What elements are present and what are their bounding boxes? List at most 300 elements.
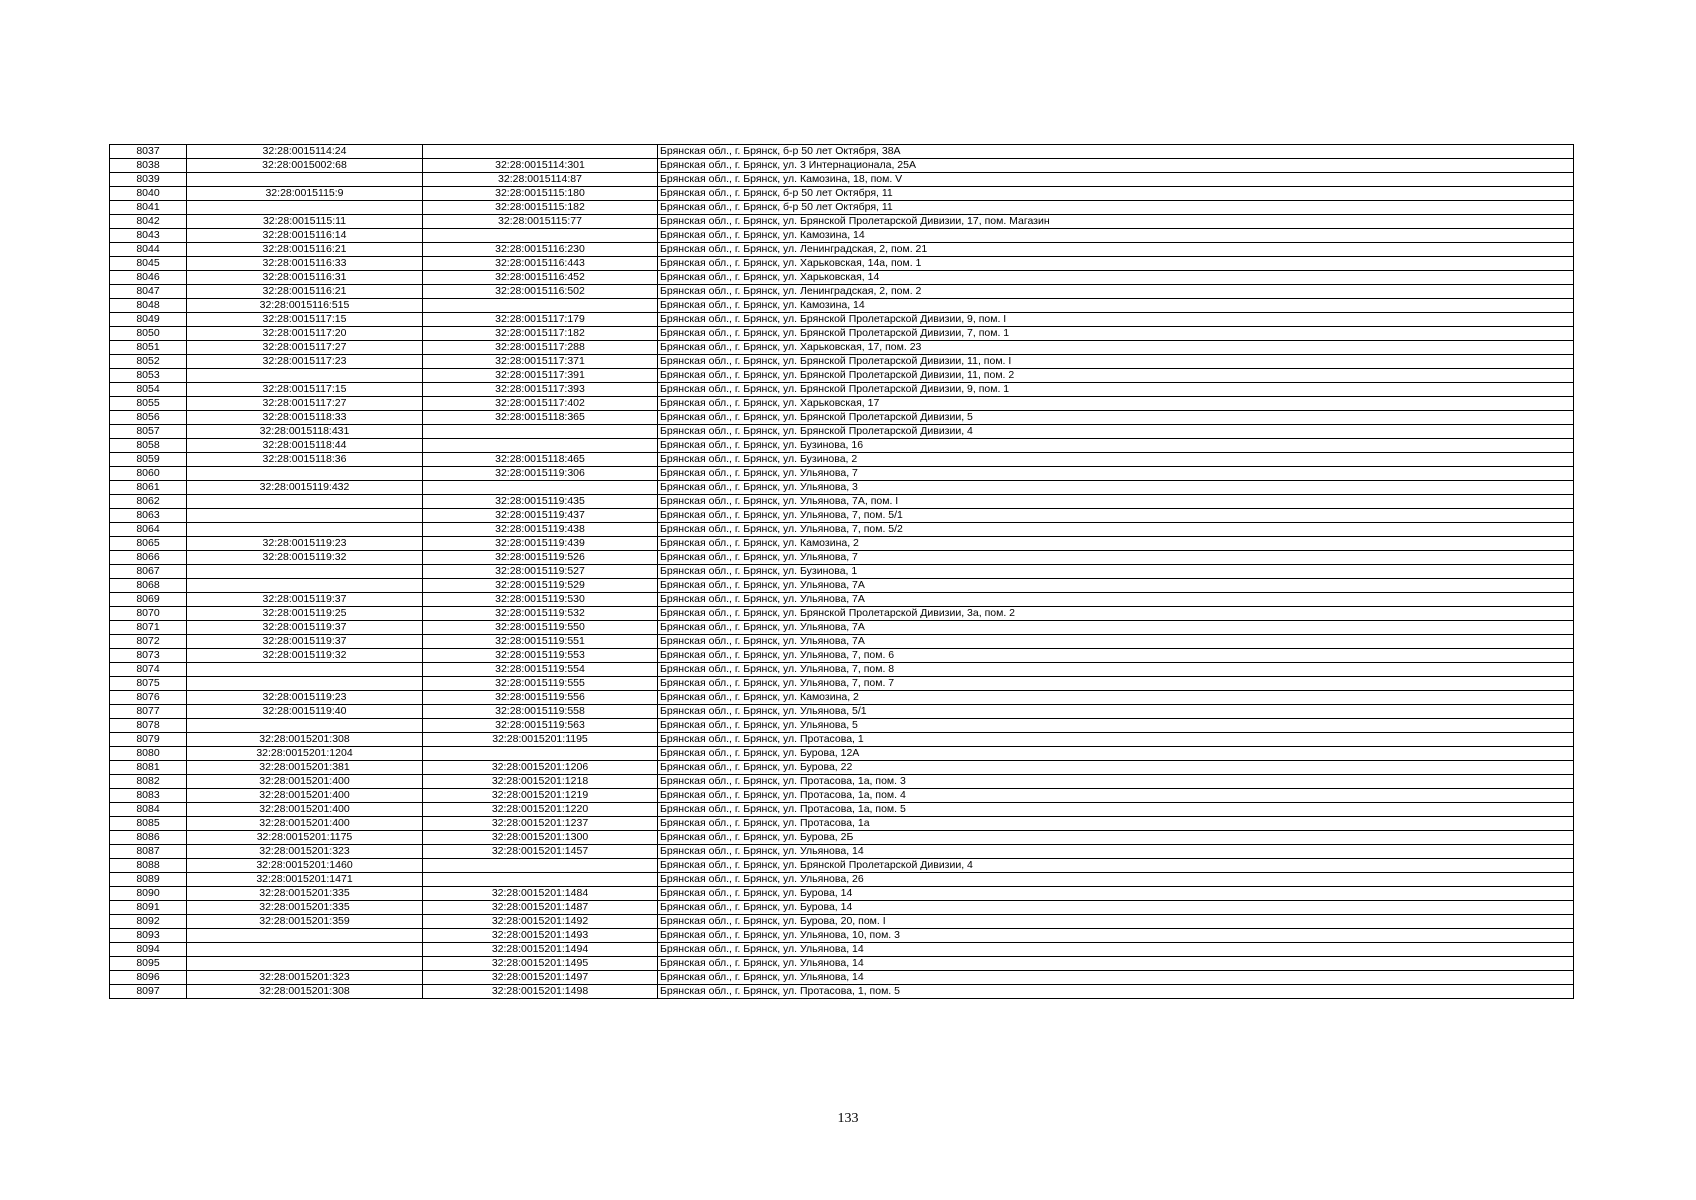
cadastral-number-cell: 32:28:0015116:31 <box>187 271 423 285</box>
row-number-cell: 8060 <box>110 467 187 481</box>
cadastral-number-cell: 32:28:0015201:308 <box>187 733 423 747</box>
address-cell: Брянская обл., г. Брянск, ул. Ульянова, 7А, пом. I <box>658 495 1574 509</box>
cadastral-number-2-cell: 32:28:0015201:1220 <box>423 803 658 817</box>
cadastral-number-2-cell: 32:28:0015201:1497 <box>423 971 658 985</box>
cadastral-number-2-cell: 32:28:0015116:452 <box>423 271 658 285</box>
row-number-cell: 8088 <box>110 859 187 873</box>
row-number-cell: 8089 <box>110 873 187 887</box>
address-cell: Брянская обл., г. Брянск, ул. Брянской Пролетарской Дивизии, 9, пом. I <box>658 313 1574 327</box>
row-number-cell: 8090 <box>110 887 187 901</box>
registry-table <box>109 144 1574 999</box>
table-row <box>110 271 1574 285</box>
cadastral-number-2-cell: 32:28:0015201:1206 <box>423 761 658 775</box>
table-row <box>110 229 1574 243</box>
cadastral-number-cell: 32:28:0015117:20 <box>187 327 423 341</box>
row-number-cell: 8085 <box>110 817 187 831</box>
address-cell: Брянская обл., г. Брянск, ул. Харьковская, 14а, пом. 1 <box>658 257 1574 271</box>
cadastral-number-2-cell <box>423 859 658 873</box>
cadastral-number-cell: 32:28:0015116:515 <box>187 299 423 313</box>
row-number-cell: 8038 <box>110 159 187 173</box>
address-cell: Брянская обл., г. Брянск, ул. Бузинова, 2 <box>658 453 1574 467</box>
cadastral-number-cell: 32:28:0015119:32 <box>187 551 423 565</box>
address-cell: Брянская обл., г. Брянск, ул. Ульянова, 10, пом. 3 <box>658 929 1574 943</box>
cadastral-number-2-cell: 32:28:0015119:435 <box>423 495 658 509</box>
cadastral-number-cell: 32:28:0015116:21 <box>187 243 423 257</box>
page-number: 133 <box>837 1111 859 1126</box>
row-number-cell: 8044 <box>110 243 187 257</box>
cadastral-number-cell: 32:28:0015119:23 <box>187 691 423 705</box>
address-cell: Брянская обл., г. Брянск, ул. Протасова, 1а, пом. 3 <box>658 775 1574 789</box>
row-number-cell: 8051 <box>110 341 187 355</box>
cadastral-number-cell: 32:28:0015117:15 <box>187 313 423 327</box>
cadastral-number-2-cell: 32:28:0015201:1218 <box>423 775 658 789</box>
cadastral-number-cell: 32:28:0015201:1460 <box>187 859 423 873</box>
row-number-cell: 8064 <box>110 523 187 537</box>
row-number-cell: 8095 <box>110 957 187 971</box>
table-row <box>110 369 1574 383</box>
address-cell: Брянская обл., г. Брянск, ул. Бузинова, 1 <box>658 565 1574 579</box>
address-cell: Брянская обл., г. Брянск, ул. Брянской Пролетарской Дивизии, 4 <box>658 859 1574 873</box>
cadastral-number-2-cell: 32:28:0015116:230 <box>423 243 658 257</box>
address-cell: Брянская обл., г. Брянск, ул. Брянской Пролетарской Дивизии, 4 <box>658 425 1574 439</box>
cadastral-number-2-cell <box>423 873 658 887</box>
table-row <box>110 873 1574 887</box>
cadastral-number-2-cell: 32:28:0015201:1484 <box>423 887 658 901</box>
address-cell: Брянская обл., г. Брянск, ул. Брянской Пролетарской Дивизии, 11, пом. 2 <box>658 369 1574 383</box>
address-cell: Брянская обл., г. Брянск, ул. Ульянова, 7, пом. 8 <box>658 663 1574 677</box>
cadastral-number-cell: 32:28:0015118:431 <box>187 425 423 439</box>
cadastral-number-2-cell: 32:28:0015117:179 <box>423 313 658 327</box>
cadastral-number-2-cell: 32:28:0015201:1487 <box>423 901 658 915</box>
table-row <box>110 831 1574 845</box>
row-number-cell: 8071 <box>110 621 187 635</box>
cadastral-number-2-cell: 32:28:0015201:1237 <box>423 817 658 831</box>
table-row <box>110 705 1574 719</box>
cadastral-number-cell: 32:28:0015201:381 <box>187 761 423 775</box>
row-number-cell: 8094 <box>110 943 187 957</box>
row-number-cell: 8093 <box>110 929 187 943</box>
row-number-cell: 8068 <box>110 579 187 593</box>
cadastral-number-2-cell: 32:28:0015119:439 <box>423 537 658 551</box>
cadastral-number-2-cell: 32:28:0015119:529 <box>423 579 658 593</box>
table-row <box>110 887 1574 901</box>
row-number-cell: 8066 <box>110 551 187 565</box>
cadastral-number-2-cell: 32:28:0015119:526 <box>423 551 658 565</box>
table-row <box>110 775 1574 789</box>
cadastral-number-2-cell: 32:28:0015119:554 <box>423 663 658 677</box>
table-row <box>110 691 1574 705</box>
cadastral-number-cell: 32:28:0015119:25 <box>187 607 423 621</box>
cadastral-number-cell: 32:28:0015117:27 <box>187 341 423 355</box>
table-row <box>110 579 1574 593</box>
cadastral-number-2-cell: 32:28:0015201:1493 <box>423 929 658 943</box>
address-cell: Брянская обл., г. Брянск, ул. Ульянова, 14 <box>658 971 1574 985</box>
address-cell: Брянская обл., г. Брянск, ул. Бузинова, 16 <box>658 439 1574 453</box>
table-row <box>110 159 1574 173</box>
row-number-cell: 8050 <box>110 327 187 341</box>
cadastral-number-cell <box>187 943 423 957</box>
cadastral-number-2-cell: 32:28:0015117:402 <box>423 397 658 411</box>
table-row <box>110 677 1574 691</box>
cadastral-number-2-cell: 32:28:0015119:306 <box>423 467 658 481</box>
row-number-cell: 8096 <box>110 971 187 985</box>
address-cell: Брянская обл., г. Брянск, ул. Бурова, 22 <box>658 761 1574 775</box>
table-row <box>110 943 1574 957</box>
cadastral-number-2-cell: 32:28:0015201:1219 <box>423 789 658 803</box>
table-row <box>110 915 1574 929</box>
row-number-cell: 8054 <box>110 383 187 397</box>
cadastral-number-2-cell: 32:28:0015119:558 <box>423 705 658 719</box>
table-row <box>110 299 1574 313</box>
row-number-cell: 8047 <box>110 285 187 299</box>
table-row <box>110 719 1574 733</box>
table-row <box>110 257 1574 271</box>
address-cell: Брянская обл., г. Брянск, ул. Брянской Пролетарской Дивизии, 3а, пом. 2 <box>658 607 1574 621</box>
cadastral-number-2-cell: 32:28:0015119:556 <box>423 691 658 705</box>
cadastral-number-cell <box>187 201 423 215</box>
address-cell: Брянская обл., г. Брянск, ул. Ульянова, 7, пом. 5/1 <box>658 509 1574 523</box>
table-row <box>110 383 1574 397</box>
address-cell: Брянская обл., г. Брянск, ул. Ульянова, 7 <box>658 551 1574 565</box>
row-number-cell: 8092 <box>110 915 187 929</box>
cadastral-number-2-cell: 32:28:0015119:551 <box>423 635 658 649</box>
cadastral-number-cell <box>187 173 423 187</box>
row-number-cell: 8067 <box>110 565 187 579</box>
table-row <box>110 593 1574 607</box>
row-number-cell: 8087 <box>110 845 187 859</box>
address-cell: Брянская обл., г. Брянск, ул. Брянской Пролетарской Дивизии, 9, пом. 1 <box>658 383 1574 397</box>
cadastral-number-2-cell: 32:28:0015114:301 <box>423 159 658 173</box>
address-cell: Брянская обл., г. Брянск, ул. Ульянова, 7А <box>658 593 1574 607</box>
table-row <box>110 859 1574 873</box>
table-row <box>110 201 1574 215</box>
cadastral-number-2-cell: 32:28:0015118:465 <box>423 453 658 467</box>
cadastral-number-2-cell: 32:28:0015201:1495 <box>423 957 658 971</box>
cadastral-number-cell: 32:28:0015119:23 <box>187 537 423 551</box>
address-cell: Брянская обл., г. Брянск, ул. Ленинградская, 2, пом. 2 <box>658 285 1574 299</box>
cadastral-number-cell <box>187 929 423 943</box>
row-number-cell: 8081 <box>110 761 187 775</box>
address-cell: Брянская обл., г. Брянск, ул. Камозина, 14 <box>658 229 1574 243</box>
row-number-cell: 8097 <box>110 985 187 999</box>
cadastral-number-2-cell: 32:28:0015201:1494 <box>423 943 658 957</box>
address-cell: Брянская обл., г. Брянск, ул. Ульянова, 7А <box>658 579 1574 593</box>
row-number-cell: 8062 <box>110 495 187 509</box>
cadastral-number-cell: 32:28:0015201:308 <box>187 985 423 999</box>
table-row <box>110 957 1574 971</box>
cadastral-number-cell <box>187 509 423 523</box>
address-cell: Брянская обл., г. Брянск, ул. Харьковская, 17, пом. 23 <box>658 341 1574 355</box>
cadastral-number-2-cell: 32:28:0015119:550 <box>423 621 658 635</box>
cadastral-number-cell: 32:28:0015118:36 <box>187 453 423 467</box>
address-cell: Брянская обл., г. Брянск, ул. Ульянова, 7, пом. 7 <box>658 677 1574 691</box>
address-cell: Брянская обл., г. Брянск, ул. Бурова, 14 <box>658 901 1574 915</box>
cadastral-number-2-cell: 32:28:0015119:555 <box>423 677 658 691</box>
address-cell: Брянская обл., г. Брянск, б-р 50 лет Октября, 38А <box>658 145 1574 159</box>
cadastral-number-2-cell: 32:28:0015116:502 <box>423 285 658 299</box>
table-row <box>110 243 1574 257</box>
cadastral-number-cell: 32:28:0015117:15 <box>187 383 423 397</box>
address-cell: Брянская обл., г. Брянск, ул. 3 Интернационала, 25А <box>658 159 1574 173</box>
row-number-cell: 8072 <box>110 635 187 649</box>
cadastral-number-2-cell: 32:28:0015115:180 <box>423 187 658 201</box>
address-cell: Брянская обл., г. Брянск, ул. Протасова, 1, пом. 5 <box>658 985 1574 999</box>
cadastral-number-cell: 32:28:0015114:24 <box>187 145 423 159</box>
cadastral-number-2-cell: 32:28:0015117:391 <box>423 369 658 383</box>
row-number-cell: 8082 <box>110 775 187 789</box>
row-number-cell: 8043 <box>110 229 187 243</box>
address-cell: Брянская обл., г. Брянск, ул. Камозина, 2 <box>658 691 1574 705</box>
table-row <box>110 439 1574 453</box>
cadastral-number-cell: 32:28:0015201:323 <box>187 845 423 859</box>
table-row <box>110 355 1574 369</box>
table-row <box>110 565 1574 579</box>
cadastral-number-cell: 32:28:0015201:400 <box>187 789 423 803</box>
address-cell: Брянская обл., г. Брянск, ул. Брянской Пролетарской Дивизии, 11, пом. I <box>658 355 1574 369</box>
address-cell: Брянская обл., г. Брянск, ул. Бурова, 14 <box>658 887 1574 901</box>
row-number-cell: 8041 <box>110 201 187 215</box>
row-number-cell: 8069 <box>110 593 187 607</box>
table-row <box>110 621 1574 635</box>
table-row <box>110 397 1574 411</box>
cadastral-number-cell <box>187 495 423 509</box>
cadastral-number-2-cell: 32:28:0015201:1492 <box>423 915 658 929</box>
cadastral-number-2-cell: 32:28:0015117:371 <box>423 355 658 369</box>
cadastral-number-cell: 32:28:0015201:1471 <box>187 873 423 887</box>
cadastral-number-cell: 32:28:0015201:400 <box>187 803 423 817</box>
table-row <box>110 901 1574 915</box>
cadastral-number-cell: 32:28:0015201:335 <box>187 887 423 901</box>
table-row <box>110 453 1574 467</box>
row-number-cell: 8057 <box>110 425 187 439</box>
registry-table-wrapper <box>109 144 1573 999</box>
address-cell: Брянская обл., г. Брянск, ул. Ульянова, 14 <box>658 957 1574 971</box>
table-row <box>110 145 1574 159</box>
address-cell: Брянская обл., г. Брянск, ул. Ульянова, 5/1 <box>658 705 1574 719</box>
cadastral-number-cell: 32:28:0015201:359 <box>187 915 423 929</box>
cadastral-number-2-cell <box>423 481 658 495</box>
registry-table-body <box>110 145 1574 999</box>
row-number-cell: 8080 <box>110 747 187 761</box>
cadastral-number-2-cell: 32:28:0015119:527 <box>423 565 658 579</box>
table-row <box>110 509 1574 523</box>
table-row <box>110 929 1574 943</box>
cadastral-number-2-cell: 32:28:0015201:1457 <box>423 845 658 859</box>
cadastral-number-cell: 32:28:0015118:33 <box>187 411 423 425</box>
cadastral-number-2-cell: 32:28:0015117:182 <box>423 327 658 341</box>
row-number-cell: 8061 <box>110 481 187 495</box>
table-row <box>110 663 1574 677</box>
row-number-cell: 8055 <box>110 397 187 411</box>
table-row <box>110 761 1574 775</box>
cadastral-number-cell: 32:28:0015201:335 <box>187 901 423 915</box>
table-row <box>110 215 1574 229</box>
cadastral-number-cell: 32:28:0015119:432 <box>187 481 423 495</box>
cadastral-number-cell: 32:28:0015201:1204 <box>187 747 423 761</box>
row-number-cell: 8078 <box>110 719 187 733</box>
table-row <box>110 425 1574 439</box>
row-number-cell: 8042 <box>110 215 187 229</box>
cadastral-number-2-cell: 32:28:0015201:1300 <box>423 831 658 845</box>
table-row <box>110 817 1574 831</box>
cadastral-number-2-cell: 32:28:0015114:87 <box>423 173 658 187</box>
cadastral-number-cell <box>187 957 423 971</box>
row-number-cell: 8048 <box>110 299 187 313</box>
cadastral-number-2-cell: 32:28:0015119:437 <box>423 509 658 523</box>
address-cell: Брянская обл., г. Брянск, ул. Протасова, 1а, пом. 4 <box>658 789 1574 803</box>
address-cell: Брянская обл., г. Брянск, ул. Бурова, 12А <box>658 747 1574 761</box>
cadastral-number-cell: 32:28:0015002:68 <box>187 159 423 173</box>
table-row <box>110 607 1574 621</box>
address-cell: Брянская обл., г. Брянск, ул. Ульянова, 7, пом. 5/2 <box>658 523 1574 537</box>
row-number-cell: 8063 <box>110 509 187 523</box>
table-row <box>110 467 1574 481</box>
cadastral-number-cell <box>187 467 423 481</box>
table-row <box>110 341 1574 355</box>
cadastral-number-cell: 32:28:0015116:14 <box>187 229 423 243</box>
cadastral-number-cell <box>187 565 423 579</box>
table-row <box>110 789 1574 803</box>
cadastral-number-cell: 32:28:0015119:37 <box>187 593 423 607</box>
cadastral-number-2-cell: 32:28:0015115:77 <box>423 215 658 229</box>
cadastral-number-cell: 32:28:0015119:37 <box>187 621 423 635</box>
table-row <box>110 327 1574 341</box>
row-number-cell: 8070 <box>110 607 187 621</box>
cadastral-number-2-cell: 32:28:0015119:530 <box>423 593 658 607</box>
cadastral-number-2-cell <box>423 439 658 453</box>
row-number-cell: 8065 <box>110 537 187 551</box>
cadastral-number-2-cell: 32:28:0015115:182 <box>423 201 658 215</box>
row-number-cell: 8074 <box>110 663 187 677</box>
address-cell: Брянская обл., г. Брянск, ул. Камозина, 14 <box>658 299 1574 313</box>
row-number-cell: 8049 <box>110 313 187 327</box>
address-cell: Брянская обл., г. Брянск, ул. Брянской Пролетарской Дивизии, 7, пом. 1 <box>658 327 1574 341</box>
row-number-cell: 8079 <box>110 733 187 747</box>
row-number-cell: 8076 <box>110 691 187 705</box>
table-row <box>110 635 1574 649</box>
table-row <box>110 649 1574 663</box>
address-cell: Брянская обл., г. Брянск, ул. Ульянова, 26 <box>658 873 1574 887</box>
address-cell: Брянская обл., г. Брянск, ул. Ульянова, 14 <box>658 943 1574 957</box>
address-cell: Брянская обл., г. Брянск, ул. Протасова, 1а, пом. 5 <box>658 803 1574 817</box>
address-cell: Брянская обл., г. Брянск, ул. Ульянова, 3 <box>658 481 1574 495</box>
address-cell: Брянская обл., г. Брянск, ул. Бурова, 20, пом. I <box>658 915 1574 929</box>
address-cell: Брянская обл., г. Брянск, ул. Ульянова, 7 <box>658 467 1574 481</box>
table-row <box>110 313 1574 327</box>
cadastral-number-cell: 32:28:0015115:9 <box>187 187 423 201</box>
cadastral-number-2-cell <box>423 747 658 761</box>
address-cell: Брянская обл., г. Брянск, ул. Протасова, 1а <box>658 817 1574 831</box>
cadastral-number-2-cell: 32:28:0015119:553 <box>423 649 658 663</box>
address-cell: Брянская обл., г. Брянск, ул. Ленинградская, 2, пом. 21 <box>658 243 1574 257</box>
table-row <box>110 285 1574 299</box>
row-number-cell: 8073 <box>110 649 187 663</box>
address-cell: Брянская обл., г. Брянск, ул. Харьковская, 17 <box>658 397 1574 411</box>
cadastral-number-2-cell: 32:28:0015119:438 <box>423 523 658 537</box>
table-row <box>110 523 1574 537</box>
table-row <box>110 495 1574 509</box>
cadastral-number-cell: 32:28:0015116:33 <box>187 257 423 271</box>
row-number-cell: 8052 <box>110 355 187 369</box>
cadastral-number-2-cell <box>423 229 658 243</box>
cadastral-number-cell: 32:28:0015201:1175 <box>187 831 423 845</box>
table-row <box>110 187 1574 201</box>
row-number-cell: 8084 <box>110 803 187 817</box>
cadastral-number-cell <box>187 677 423 691</box>
row-number-cell: 8056 <box>110 411 187 425</box>
row-number-cell: 8046 <box>110 271 187 285</box>
cadastral-number-cell <box>187 719 423 733</box>
address-cell: Брянская обл., г. Брянск, ул. Ульянова, 7А <box>658 621 1574 635</box>
address-cell: Брянская обл., г. Брянск, ул. Харьковская, 14 <box>658 271 1574 285</box>
cadastral-number-cell: 32:28:0015201:400 <box>187 817 423 831</box>
cadastral-number-cell: 32:28:0015201:400 <box>187 775 423 789</box>
row-number-cell: 8059 <box>110 453 187 467</box>
row-number-cell: 8091 <box>110 901 187 915</box>
table-row <box>110 551 1574 565</box>
row-number-cell: 8040 <box>110 187 187 201</box>
cadastral-number-cell: 32:28:0015119:32 <box>187 649 423 663</box>
cadastral-number-2-cell: 32:28:0015117:393 <box>423 383 658 397</box>
address-cell: Брянская обл., г. Брянск, ул. Камозина, 2 <box>658 537 1574 551</box>
address-cell: Брянская обл., г. Брянск, ул. Ульянова, 5 <box>658 719 1574 733</box>
row-number-cell: 8053 <box>110 369 187 383</box>
cadastral-number-cell <box>187 369 423 383</box>
address-cell: Брянская обл., г. Брянск, ул. Ульянова, 14 <box>658 845 1574 859</box>
table-row <box>110 845 1574 859</box>
cadastral-number-cell: 32:28:0015118:44 <box>187 439 423 453</box>
cadastral-number-cell: 32:28:0015115:11 <box>187 215 423 229</box>
cadastral-number-2-cell: 32:28:0015201:1498 <box>423 985 658 999</box>
address-cell: Брянская обл., г. Брянск, ул. Бурова, 2Б <box>658 831 1574 845</box>
cadastral-number-2-cell: 32:28:0015117:288 <box>423 341 658 355</box>
row-number-cell: 8058 <box>110 439 187 453</box>
address-cell: Брянская обл., г. Брянск, ул. Камозина, 18, пом. V <box>658 173 1574 187</box>
cadastral-number-cell <box>187 663 423 677</box>
cadastral-number-2-cell: 32:28:0015116:443 <box>423 257 658 271</box>
address-cell: Брянская обл., г. Брянск, б-р 50 лет Октября, 11 <box>658 187 1574 201</box>
cadastral-number-2-cell: 32:28:0015118:365 <box>423 411 658 425</box>
cadastral-number-2-cell: 32:28:0015119:563 <box>423 719 658 733</box>
cadastral-number-2-cell <box>423 425 658 439</box>
table-row <box>110 537 1574 551</box>
cadastral-number-cell: 32:28:0015201:323 <box>187 971 423 985</box>
table-row <box>110 173 1574 187</box>
row-number-cell: 8037 <box>110 145 187 159</box>
row-number-cell: 8083 <box>110 789 187 803</box>
address-cell: Брянская обл., г. Брянск, ул. Брянской Пролетарской Дивизии, 17, пом. Магазин <box>658 215 1574 229</box>
table-row <box>110 971 1574 985</box>
row-number-cell: 8075 <box>110 677 187 691</box>
address-cell: Брянская обл., г. Брянск, ул. Ульянова, 7А <box>658 635 1574 649</box>
row-number-cell: 8039 <box>110 173 187 187</box>
table-row <box>110 733 1574 747</box>
table-row <box>110 481 1574 495</box>
row-number-cell: 8086 <box>110 831 187 845</box>
row-number-cell: 8045 <box>110 257 187 271</box>
table-row <box>110 411 1574 425</box>
cadastral-number-2-cell: 32:28:0015201:1195 <box>423 733 658 747</box>
cadastral-number-cell: 32:28:0015119:37 <box>187 635 423 649</box>
address-cell: Брянская обл., г. Брянск, б-р 50 лет Октября, 11 <box>658 201 1574 215</box>
address-cell: Брянская обл., г. Брянск, ул. Брянской Пролетарской Дивизии, 5 <box>658 411 1574 425</box>
cadastral-number-cell: 32:28:0015116:21 <box>187 285 423 299</box>
cadastral-number-cell: 32:28:0015117:27 <box>187 397 423 411</box>
row-number-cell: 8077 <box>110 705 187 719</box>
table-row <box>110 747 1574 761</box>
cadastral-number-2-cell <box>423 145 658 159</box>
cadastral-number-cell <box>187 579 423 593</box>
